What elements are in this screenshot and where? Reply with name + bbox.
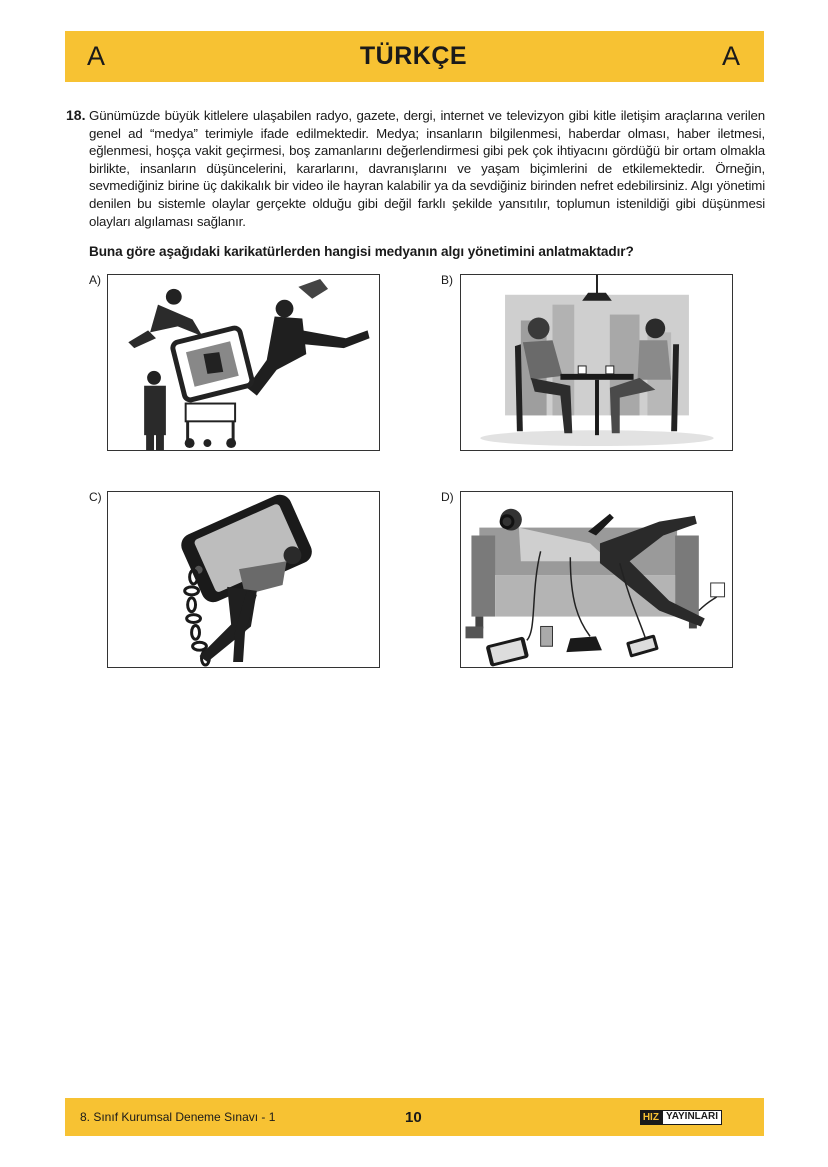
page-number: 10 [405,1108,422,1126]
tv-puppeteer-illustration-icon[interactable] [107,274,380,451]
booklet-type-right: A [721,41,740,71]
option-c-label[interactable]: C) [89,490,102,504]
subject-title: TÜRKÇE [359,42,468,70]
option-a-label[interactable]: A) [89,273,101,287]
option-b-label[interactable]: B) [441,273,453,287]
header-bar [65,31,764,82]
sofa-devices-illustration-icon[interactable] [460,491,733,668]
footer-bar [65,1098,764,1136]
question-text: Günümüzde büyük kitlelere ulaşabilen radyo, gazete, dergi, internet ve televizyon gibi kitle iletişim araçlarına verilen genel ad “medya” terimiyle ifade edilmektedir. Medya; insanların bilgilenmesi, haberdar olması, haber iletmesi, eğlenmesi, hoşça vakit geçirmesi, boş zamanlarını değerlendirmesi gibi pek çok ihtiyacını gördüğü bir ortam olmakla birlikte, insanların düşüncelerini, kararlarını, davranışlarını ve yaşam biçimlerini de etkilemektedir. Örneğin, sevmediğiniz birine üç dakikalık bir video ile hayran kalabilir ya da sevdiğiniz birinden nefret edebilirsiniz. Algı yönetimi denilen bu sistemle olaylar gerçekte olduğu gibi değil farklı şekilde yansıtılır, toplumun istenildiği gibi düşünmesi olayları algılaması sağlanır. [89,108,765,229]
booklet-type-left: A [87,41,106,71]
publisher-logo [640,1110,722,1125]
couple-cafe-illustration-icon[interactable] [460,274,733,451]
logo-part-1: HIZ [640,1110,662,1125]
logo-part-2: YAYINLARI [662,1110,722,1125]
question-prompt: Buna göre aşağıdaki karikatürlerden hangisi medyanın algı yönetimini anlatmaktadır? [89,244,634,259]
chained-phone-illustration-icon[interactable] [107,491,380,668]
exam-name: 8. Sınıf Kurumsal Deneme Sınavı - 1 [80,1110,276,1124]
question-number: 18. [66,107,86,123]
option-d-label[interactable]: D) [441,490,454,504]
